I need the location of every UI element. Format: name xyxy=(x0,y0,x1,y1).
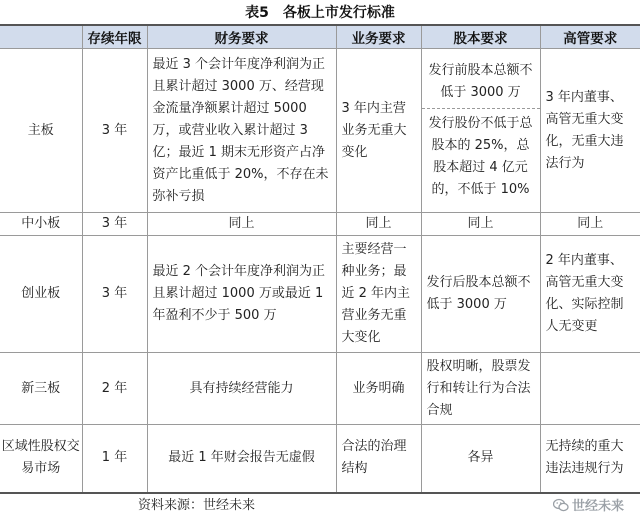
table-row xyxy=(0,425,640,493)
header-row xyxy=(0,25,640,49)
business-cell: 合法的治理结构 xyxy=(336,425,421,493)
equity-pre-issue: 发行前股本总额不低于 3000 万 xyxy=(422,58,540,109)
finance-cell: 最近 3 个会计年度净利润为正且累计超过 3000 万、经营现金流量净额累计超过 5000万，或营业收入累计超过 3 亿；最近 1 期末无形资产占净资产比重低于 20%，不存在未弥补亏损 xyxy=(147,49,336,213)
header-business: 业务要求 xyxy=(336,25,421,49)
header-board xyxy=(0,25,82,49)
duration-cell: 2 年 xyxy=(82,353,147,425)
equity-issue-ratio: 发行股份不低于总股本的 25%，总股本超过 4 亿元的，不低于 10% xyxy=(428,116,533,197)
equity-cell: 同上 xyxy=(421,213,540,236)
finance-cell: 具有持续经营能力 xyxy=(147,353,336,425)
board-name: 中小板 xyxy=(0,213,82,236)
duration-cell: 3 年 xyxy=(82,236,147,353)
header-equity: 股本要求 xyxy=(421,25,540,49)
table-row xyxy=(0,213,640,236)
business-cell: 同上 xyxy=(336,213,421,236)
table-row xyxy=(0,353,640,425)
management-cell: 同上 xyxy=(540,213,640,236)
watermark-text: 世经未来 xyxy=(571,499,624,514)
header-finance: 财务要求 xyxy=(147,25,336,49)
business-cell: 3 年内主营业务无重大变化 xyxy=(336,49,421,213)
board-name: 区域性股权交易市场 xyxy=(0,425,82,493)
board-name: 创业板 xyxy=(0,236,82,353)
listing-standards-table xyxy=(0,24,640,494)
equity-cell: 股权明晰，股票发行和转让行为合法合规 xyxy=(421,353,540,425)
duration-cell: 3 年 xyxy=(82,213,147,236)
table-row xyxy=(0,236,640,353)
finance-cell: 最近 2 个会计年度净利润为正且累计超过 1000 万或最近 1 年盈利不少于 500 万 xyxy=(147,236,336,353)
finance-cell: 最近 1 年财会报告无虚假 xyxy=(147,425,336,493)
wechat-icon xyxy=(553,498,569,512)
table-row xyxy=(0,49,640,213)
header-management: 高管要求 xyxy=(540,25,640,49)
duration-cell: 3 年 xyxy=(82,49,147,213)
duration-cell: 1 年 xyxy=(82,425,147,493)
watermark xyxy=(553,495,624,514)
management-cell: 无持续的重大违法违规行为 xyxy=(540,425,640,493)
equity-cell: 各异 xyxy=(421,425,540,493)
management-cell: 3 年内董事、高管无重大变化，无重大违法行为 xyxy=(540,49,640,213)
business-cell: 主要经营一种业务；最近 2 年内主营业务无重大变化 xyxy=(336,236,421,353)
finance-cell: 同上 xyxy=(147,213,336,236)
management-cell xyxy=(540,353,640,425)
source-note: 资料来源：世经未来 xyxy=(138,498,256,513)
header-duration: 存续年限 xyxy=(82,25,147,49)
equity-cell xyxy=(421,49,540,213)
board-name: 新三板 xyxy=(0,353,82,425)
management-cell: 2 年内董事、高管无重大变化、实际控制人无变更 xyxy=(540,236,640,353)
business-cell: 业务明确 xyxy=(336,353,421,425)
board-name: 主板 xyxy=(0,49,82,213)
table-title: 表5 各板上市发行标准 xyxy=(245,5,395,21)
equity-cell: 发行后股本总额不低于 3000 万 xyxy=(421,236,540,353)
